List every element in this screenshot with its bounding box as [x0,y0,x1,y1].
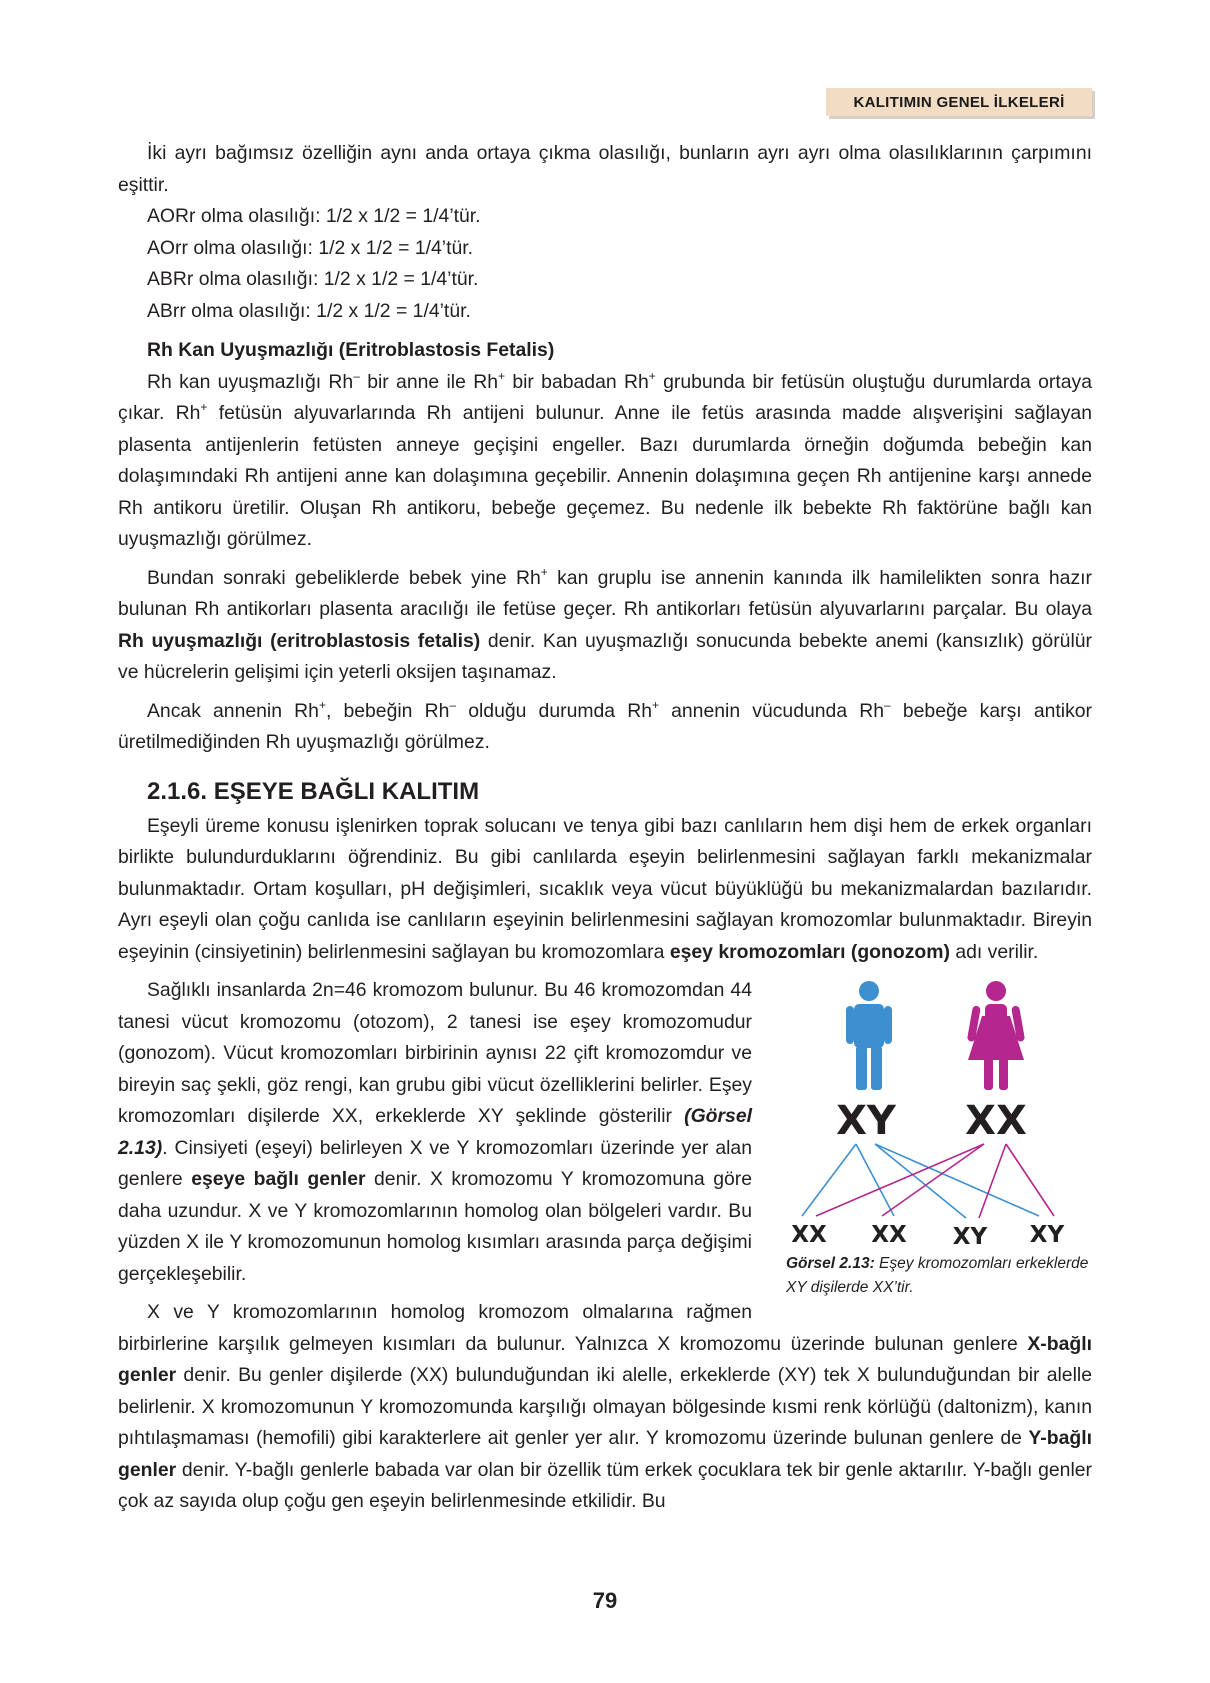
rh-paragraph-2: Bundan sonraki gebeliklerde bebek yine Rh+ kan gruplu ise annenin kanında ilk hamilelikten sonra hazır bulunan Rh antikorları plasenta aracılığı ile fetüse geçer. Rh antikorları fetüsün alyuvarlarını parçalar. Bu olaya Rh uyuşmazlığı (eritroblastosis fetalis) denir. Kan uyuşmazlığı sonucunda bebekte anemi (kansızlık) görülür ve hücrelerin gelişimi için yeterli oksijen taşınamaz. [118,564,1092,683]
section-paragraph-3: X ve Y kromozomlarının homolog kromozom olmalarına rağmen birbirlerine karşılık gelmeyen kısımları da bulunur. Yalnızca X kromozomu üzerinde bulunan genlere X-bağlı genler denir. Bu genler dişilerde (XX) bulunduğundan iki alelle, erkeklerde (XY) tek X bulunduğundan bir alelle belirlenir. X kromozomunun Y kromozomunda karşılığı olmayan bölgesinde kısmi renk körlüğü (daltonizm), kanın pıhtılaşmaması (hemofili) gibi karakterlere ait genler yer alır. Y kromozomu üzerinde bulunan genlere de Y-bağlı genler denir. Y-bağlı genlerle babada var olan bir özellik tüm erkek çocuklara tek bir genle aktarılır. Y-bağlı genler çok az sayıda olup çoğu gen eşeyin belirlenmesinde etkilidir. Bu [118,1301,1092,1512]
chapter-header-tab [826,88,1092,116]
probability-line: AOrr olma olasılığı: 1/2 x 1/2 = 1/4’tür. [147,236,474,259]
section-title: 2.1.6. EŞEYE BAĞLI KALITIM [147,777,480,805]
probability-line: AORr olma olasılığı: 1/2 x 1/2 = 1/4’tür. [147,205,481,227]
chapter-header-title: KALITIMIN GENEL İLKELERİ [853,93,1065,111]
male-figure-icon [846,981,892,1090]
female-figure-icon [967,981,1025,1090]
intro-paragraph: İki ayrı bağımsız özelliğin aynı anda ortaya çıkma olasılığı, bunların ayrı ayrı olma olasılıklarının çarpımını eşittir. [118,142,1092,196]
inheritance-diagram [774,974,1092,1254]
offspring-label: XY [1029,1222,1065,1248]
female-chromosome-label: XX [965,1098,1027,1144]
page-body [118,138,1092,1518]
page-number: 79 [592,1588,618,1613]
rh-paragraph-3: Ancak annenin Rh+, bebeğin Rh– olduğu durumda Rh+ annenin vücudunda Rh– bebeğe karşı antikor üretilmediğinden Rh uyuşmazlığı görülmez. [118,697,1093,753]
section-paragraph-2: Sağlıklı insanlarda 2n=46 kromozom bulunur. Bu 46 kromozomdan 44 tanesi vücut kromozomu (otozom), 2 tanesi ise eşey kromozomudur (gonozom). Vücut kromozomları birbirinin aynısı 22 çift kromozomdur ve bireyin saç şekli, göz rengi, kan grubu gibi vücut özelliklerini belirler. Eşey kromozomları dişilerde XX, erkeklerde XY şeklinde gösterilir (Görsel 2.13). Cinsiyeti (eşeyi) belirleyen X ve Y kromozomları üzerinde yer alan genlere eşeye bağlı genler denir. X kromozomu Y kromozomuna göre daha uzundur. X ve Y kromozomlarının homolog olan bölgeleri vardır. Bu yüzden X ile Y kromozomunun homolog kısımları arasında parça değişimi gerçekleşebilir. [118,979,753,1285]
section-paragraph-1: Eşeyli üreme konusu işlenirken toprak solucanı ve tenya gibi bazı canlıların hem dişi hem de erkek organları birlikte bulundurduklarını öğrendiniz. Bu gibi canlılarda eşeyin belirlenmesini sağlayan farklı mekanizmalar bulunmaktadır. Ortam koşulları, pH değişimleri, sıcaklık veya vücut büyüklüğü bu mekanizmalardan bazılarıdır. Ayrı eşeyli olan çoğu canlıda ise canlıların eşeyinin belirlenmesini sağlayan kromozomlar bulunmaktadır. Bireyin eşeyinin (cinsiyetinin) belirlenmesini sağlayan bu kromozomlara eşey kromozomları (gonozom) adı verilir. [118,814,1092,963]
sex-chromosome-figure [774,974,1092,1304]
male-chromosome-label: XY [836,1098,896,1144]
offspring-label: XY [952,1224,988,1250]
probability-line: ABrr olma olasılığı: 1/2 x 1/2 = 1/4’tür. [147,299,471,322]
offspring-label: XX [791,1222,827,1248]
rh-paragraph-1: Rh kan uyuşmazlığı Rh– bir anne ile Rh+ bir babadan Rh+ grubunda bir fetüsün oluştuğu durumlarda ortaya çıkar. Rh+ fetüsün alyuvarlarında Rh antijeni bulunur. Anne ile fetüs arasında madde alışverişini sağlayan plasenta antijenlerin fetüsten anneye geçişini engeller. Bazı durumlarda örneğin doğumda bebeğin kan dolaşımındaki Rh antijeni anne kan dolaşımına geçebilir. Annenin dolaşımına geçen Rh antijenine karşı annede Rh antikoru üretilir. Oluşan Rh antikoru, bebeğe geçemez. Bu nedenle ilk bebekte Rh faktörüne bağlı kan uyuşmazlığı görülmez. [118,368,1092,550]
offspring-label: XX [871,1222,907,1248]
figure-caption: Görsel 2.13: Eşey kromozomları erkeklerde XY dişilerde XX’tir. [786,1255,1089,1296]
probability-line: ABRr olma olasılığı: 1/2 x 1/2 = 1/4’tür. [147,268,479,290]
rh-heading: Rh Kan Uyuşmazlığı (Eritroblastosis Fetalis) [147,339,555,361]
